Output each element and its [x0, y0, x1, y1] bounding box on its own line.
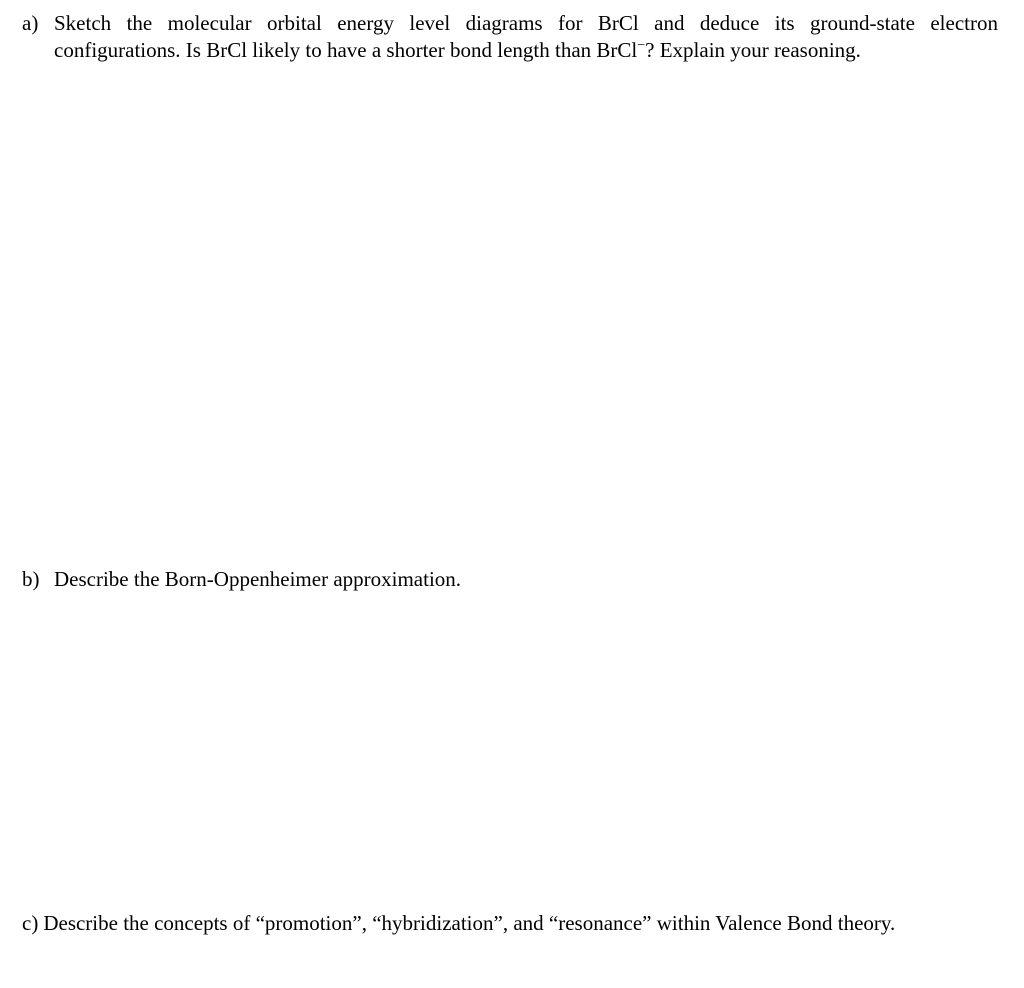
question-a-line2-start: configurations. Is BrCl likely to have a shorter bond length than BrCl: [54, 38, 638, 62]
anion-charge-superscript: −: [637, 38, 646, 53]
question-a: [22, 10, 998, 64]
question-a-line2: [54, 37, 998, 64]
question-b: [22, 566, 998, 593]
question-c-text: Describe the concepts of “promotion”, “hybridization”, and “resonance” within Valence Bond theory.: [43, 911, 896, 935]
question-a-label: a): [22, 11, 39, 35]
question-a-text: [54, 10, 998, 64]
question-b-label: b): [22, 567, 40, 591]
question-c: [22, 910, 998, 937]
question-c-label: c): [22, 911, 39, 935]
question-a-line2-end: ? Explain your reasoning.: [645, 38, 861, 62]
question-b-text: Describe the Born-Oppenheimer approximation.: [54, 567, 462, 591]
question-a-line1: Sketch the molecular orbital energy level diagrams for BrCl and deduce its ground-state electron: [54, 11, 998, 35]
